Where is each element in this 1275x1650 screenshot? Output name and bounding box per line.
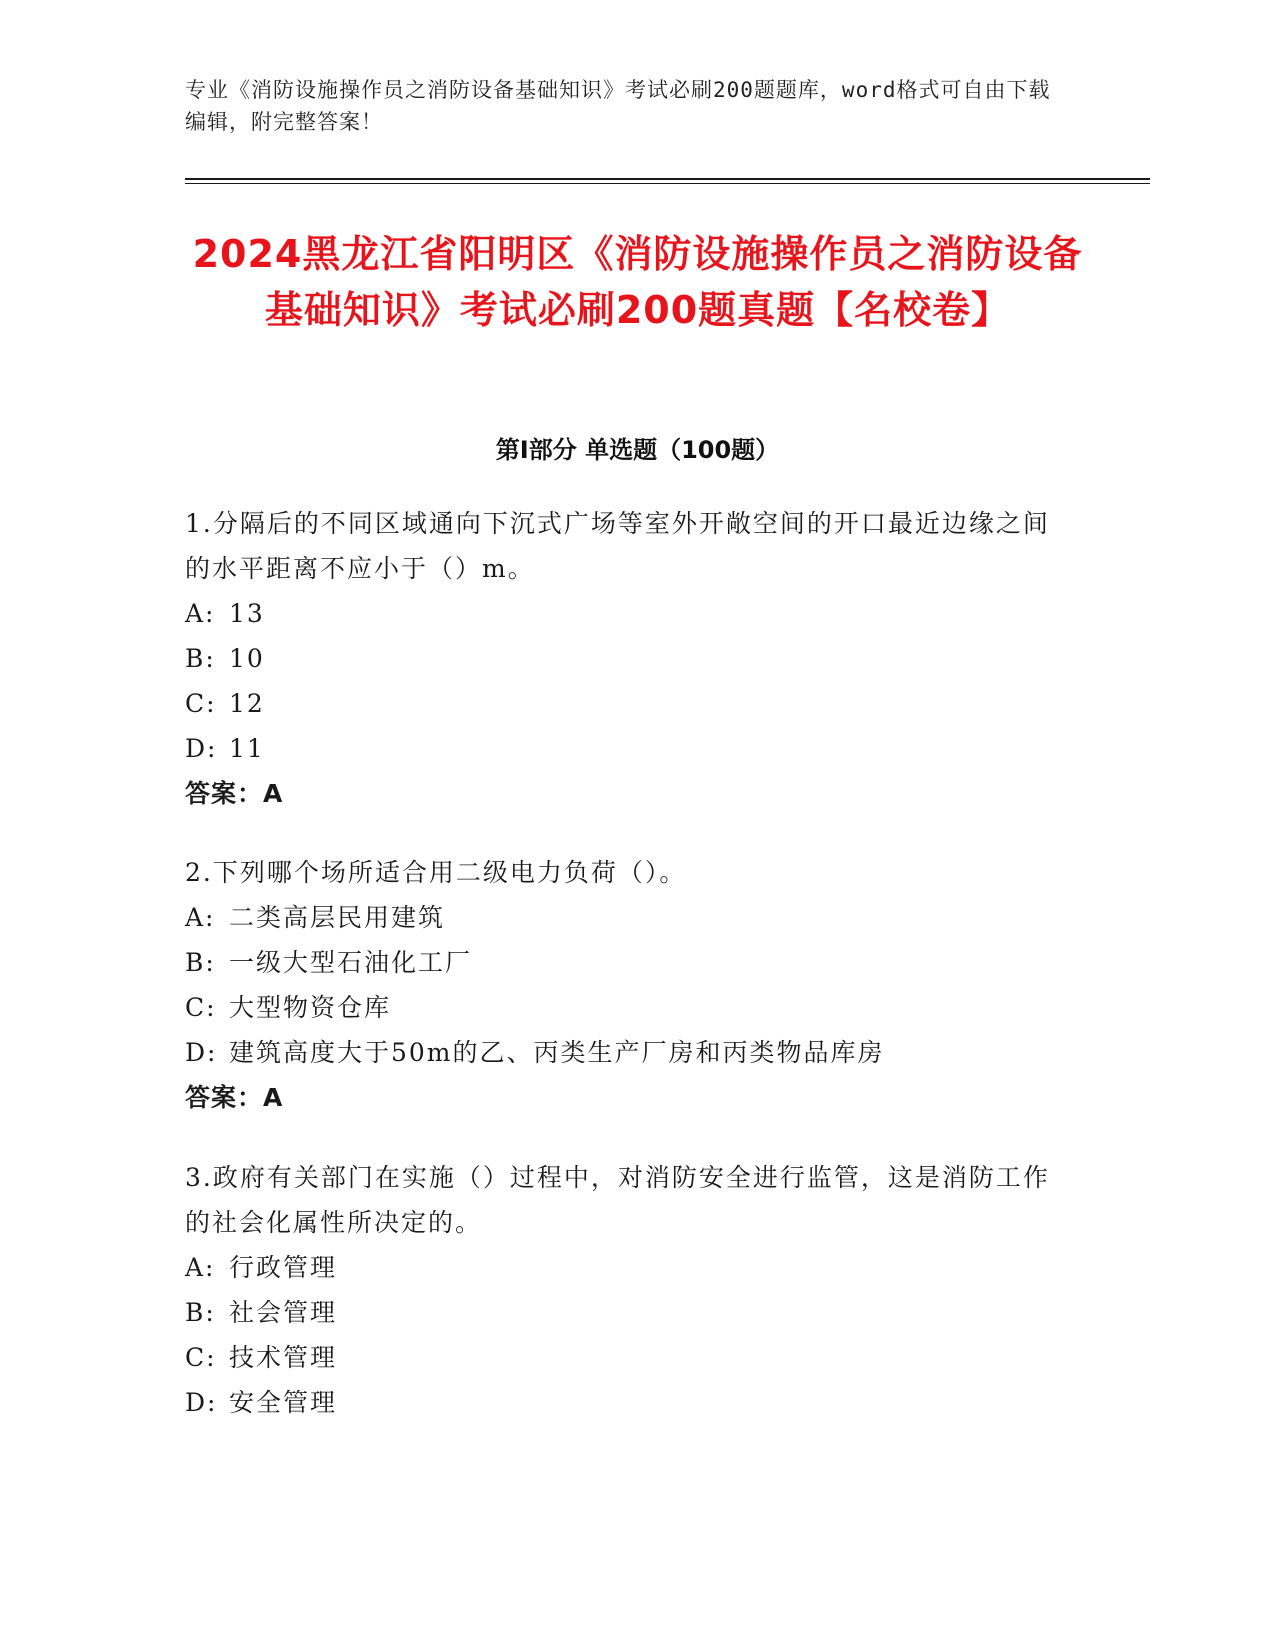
option-key: C: bbox=[185, 1343, 217, 1372]
option-text: 二类高层民用建筑 bbox=[229, 903, 446, 932]
option-key: D: bbox=[185, 1388, 218, 1417]
option-key: A: bbox=[185, 1253, 216, 1282]
option-text: 安全管理 bbox=[229, 1388, 338, 1417]
option-key: D: bbox=[185, 734, 218, 763]
option-key: D: bbox=[185, 1038, 218, 1067]
option-text: 技术管理 bbox=[229, 1343, 338, 1372]
option-text: 大型物资仓库 bbox=[229, 993, 392, 1022]
header-note: 专业《消防设施操作员之消防设备基础知识》考试必刷200题题库，word格式可自由下载编辑，附完整答案！ bbox=[185, 78, 1051, 134]
option-d bbox=[185, 1030, 1065, 1075]
document-title: 2024黑龙江省阳明区《消防设施操作员之消防设备基础知识》考试必刷200题真题【名校卷】 bbox=[192, 232, 1083, 332]
option-d bbox=[185, 1380, 1065, 1425]
question-2 bbox=[185, 850, 1065, 1120]
option-key: C: bbox=[185, 993, 217, 1022]
option-text: 社会管理 bbox=[229, 1298, 338, 1327]
question-stem: 2.下列哪个场所适合用二级电力负荷（）。 bbox=[185, 858, 687, 887]
header-divider-thin bbox=[185, 183, 1150, 184]
option-text: 13 bbox=[229, 599, 265, 628]
header-divider-thick bbox=[185, 178, 1150, 180]
question-3 bbox=[185, 1155, 1065, 1425]
answer-line: 答案：A bbox=[185, 779, 284, 808]
question-1 bbox=[185, 501, 1065, 816]
option-key: A: bbox=[185, 903, 216, 932]
option-text: 行政管理 bbox=[229, 1253, 338, 1282]
option-text: 11 bbox=[229, 734, 265, 763]
option-text: 一级大型石油化工厂 bbox=[229, 948, 473, 977]
option-key: B: bbox=[185, 644, 216, 673]
option-b bbox=[185, 1290, 1065, 1335]
option-c bbox=[185, 681, 1065, 726]
answer-line: 答案：A bbox=[185, 1083, 284, 1112]
option-key: C: bbox=[185, 689, 217, 718]
option-b bbox=[185, 636, 1065, 681]
option-key: A: bbox=[185, 599, 216, 628]
option-text: 10 bbox=[229, 644, 265, 673]
option-text: 建筑高度大于50m的乙、丙类生产厂房和丙类物品库房 bbox=[229, 1038, 885, 1067]
section-title: 第I部分 单选题（100题） bbox=[495, 436, 780, 464]
option-text: 12 bbox=[229, 689, 265, 718]
option-b bbox=[185, 940, 1065, 985]
option-a bbox=[185, 1245, 1065, 1290]
option-d bbox=[185, 726, 1065, 771]
question-stem: 1.分隔后的不同区域通向下沉式广场等室外开敞空间的开口最近边缘之间的水平距离不应小于（）m。 bbox=[185, 509, 1050, 583]
option-a bbox=[185, 591, 1065, 636]
option-key: B: bbox=[185, 1298, 216, 1327]
option-a bbox=[185, 895, 1065, 940]
question-stem: 3.政府有关部门在实施（）过程中，对消防安全进行监管，这是消防工作的社会化属性所决定的。 bbox=[185, 1163, 1050, 1237]
option-key: B: bbox=[185, 948, 216, 977]
option-c bbox=[185, 985, 1065, 1030]
option-c bbox=[185, 1335, 1065, 1380]
